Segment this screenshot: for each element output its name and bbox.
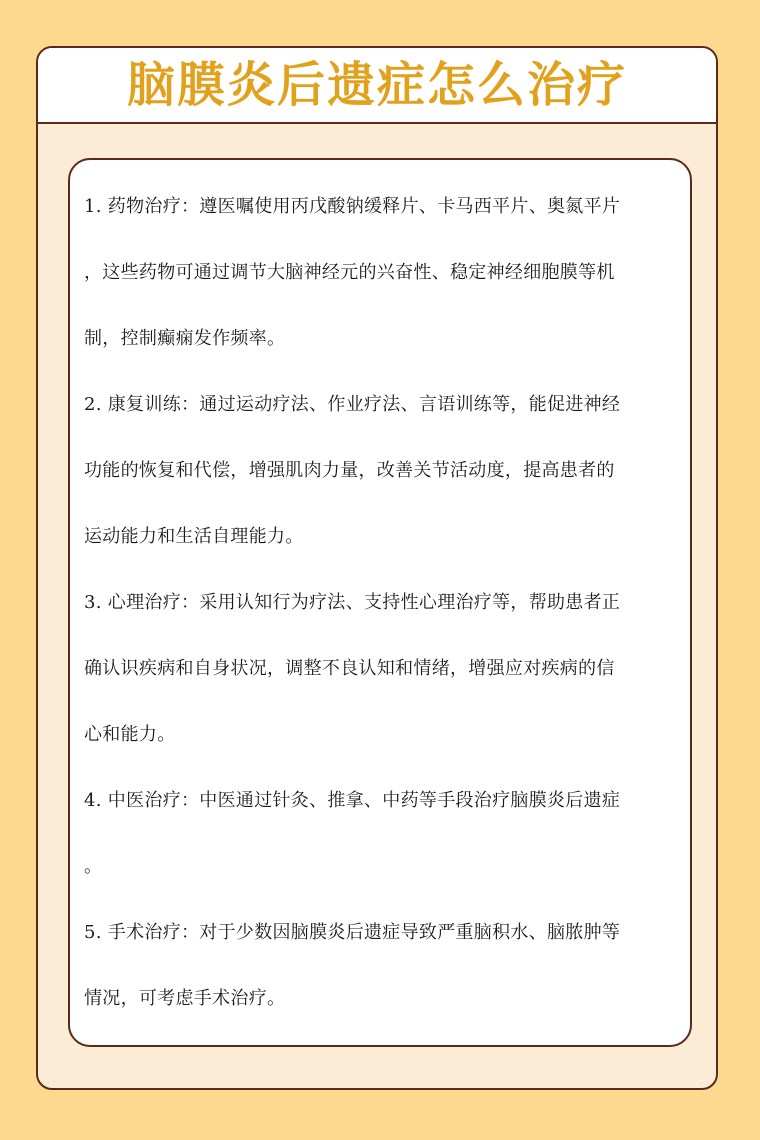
item-number: 3. — [84, 592, 102, 613]
page-title: 脑膜炎后遗症怎么治疗 — [126, 57, 627, 113]
paragraph-line — [84, 900, 682, 966]
paragraph-line: ，这些药物可通过调节大脑神经元的兴奋性、稳定神经细胞膜等机 — [84, 262, 615, 283]
line-text: 手术治疗：对于少数因脑膜炎后遗症导致严重脑积水、脑脓肿等 — [101, 922, 621, 943]
paragraph-line — [84, 372, 682, 438]
paragraph-line — [84, 768, 682, 834]
content-body — [84, 174, 682, 1032]
paragraph-surgery — [84, 900, 682, 1032]
line-text: 心理治疗：采用认知行为疗法、支持性心理治疗等，帮助患者正 — [101, 592, 621, 613]
paragraph-line: 制，控制癫痫发作频率。 — [84, 328, 286, 349]
paragraph-medication — [84, 174, 682, 372]
paragraph-rehabilitation — [84, 372, 682, 570]
item-number: 2. — [84, 394, 102, 415]
article-card — [36, 46, 718, 1090]
paragraph-psychotherapy — [84, 570, 682, 768]
paragraph-line: 情况，可考虑手术治疗。 — [84, 988, 286, 1009]
line-text: 药物治疗：遵医嘱使用丙戊酸钠缓释片、卡马西平片、奥氮平片 — [101, 196, 621, 217]
paragraph-line — [84, 174, 682, 240]
paragraph-line — [84, 570, 682, 636]
paragraph-line: 确认识疾病和自身状况，调整不良认知和情绪，增强应对疾病的信 — [84, 658, 615, 679]
item-number: 4. — [84, 790, 102, 811]
line-text: 中医治疗：中医通过针灸、推拿、中药等手段治疗脑膜炎后遗症 — [101, 790, 621, 811]
title-bar — [38, 48, 716, 124]
line-text: 康复训练：通过运动疗法、作业疗法、言语训练等，能促进神经 — [101, 394, 621, 415]
paragraph-line: 功能的恢复和代偿，增强肌肉力量，改善关节活动度，提高患者的 — [84, 460, 615, 481]
item-number: 5. — [84, 922, 102, 943]
item-number: 1. — [84, 196, 102, 217]
paragraph-tcm — [84, 768, 682, 900]
content-panel — [68, 158, 692, 1047]
paragraph-line: 。 — [84, 856, 103, 877]
paragraph-line: 心和能力。 — [84, 724, 176, 745]
paragraph-line: 运动能力和生活自理能力。 — [84, 526, 304, 547]
